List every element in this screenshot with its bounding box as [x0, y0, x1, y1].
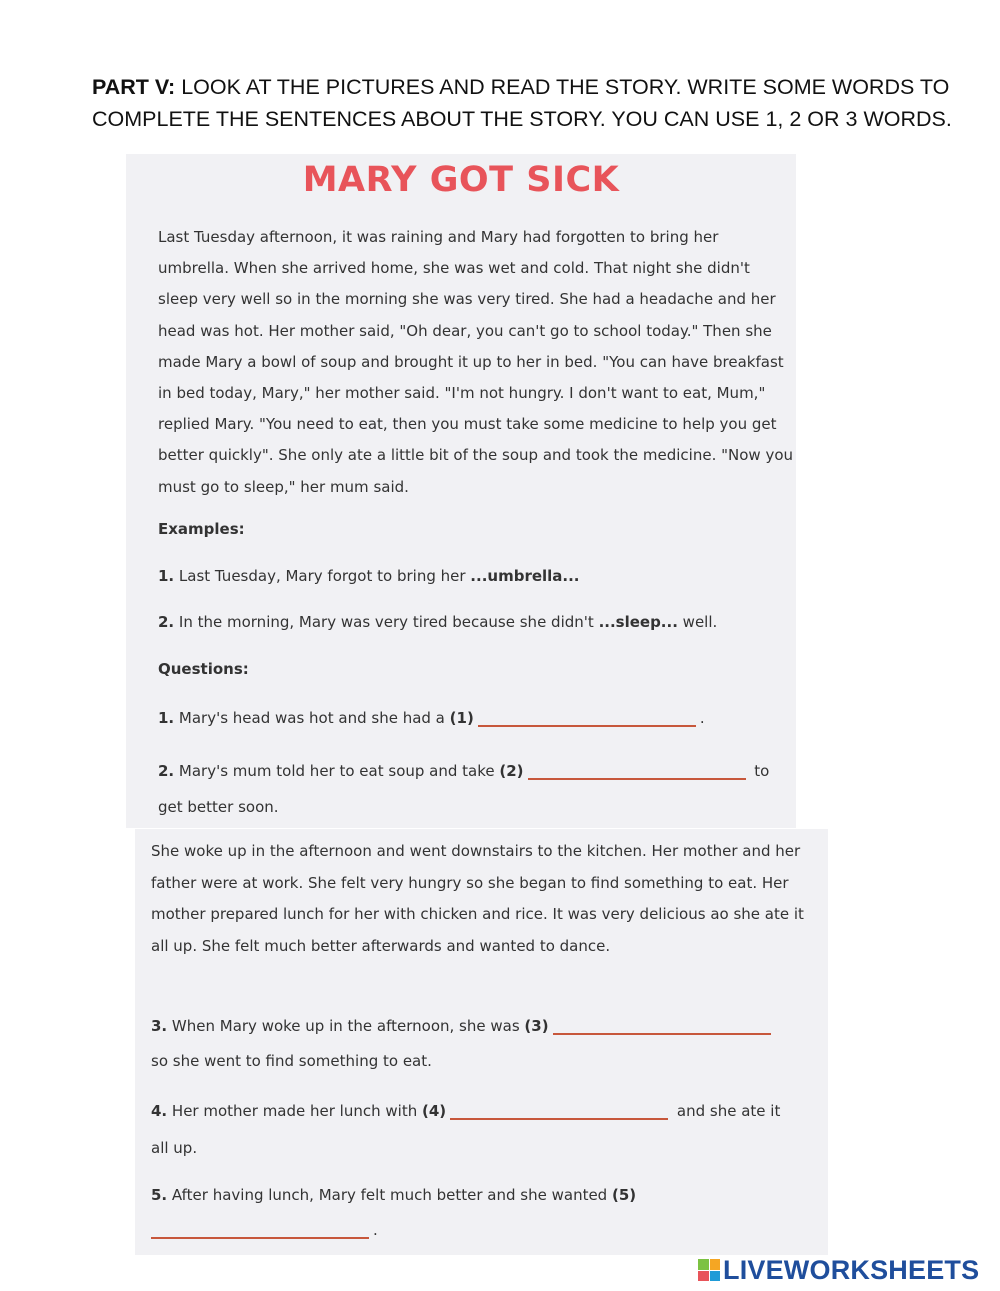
example-1 [158, 567, 580, 585]
answer-blank-5[interactable] [151, 1219, 369, 1239]
story-paragraph-1: Last Tuesday afternoon, it was raining and Mary had forgotten to bring her umbrella. When she arrived home, she was wet and cold. That night she didn't sleep very well so in the morning she was very tired. She had a headache and her head was hot. Her mother said, "Oh dear, you can't go to school today." Then she made Mary a bowl of soup and brought it up to her in bed. "You can have breakfast in bed today, Mary," her mother said. "I'm not hungry. I don't want to eat, Mum," replied Mary. "You need to eat, then you must take some medicine to help you get better quickly". She only ate a little bit of the soup and took the medicine. "Now you must go to sleep," her mum said. [158, 228, 794, 496]
question-5-text: After having lunch, Mary felt much better and she wanted [167, 1186, 612, 1204]
question-1-after: . [699, 709, 705, 727]
question-5 [151, 1186, 636, 1204]
example-1-answer: ...umbrella... [470, 567, 580, 585]
question-1-number: 1. [158, 709, 175, 727]
examples-heading: Examples: [158, 520, 245, 538]
story-panel-top [126, 154, 796, 828]
example-2-number: 2. [158, 613, 175, 631]
question-5-answer-line [151, 1219, 378, 1239]
example-1-number: 1. [158, 567, 175, 585]
answer-blank-2[interactable] [528, 760, 746, 780]
question-3 [151, 1015, 775, 1035]
question-2-number: 2. [158, 762, 175, 780]
question-2-text: Mary's mum told her to eat soup and take [174, 762, 500, 780]
liveworksheets-logo [698, 1255, 979, 1285]
answer-blank-3[interactable] [553, 1015, 771, 1035]
question-5-marker: (5) [611, 1186, 637, 1204]
question-4-after: and she ate it [672, 1102, 781, 1120]
example-2 [158, 613, 717, 631]
instructions-text: LOOK AT THE PICTURES AND READ THE STORY. WRITE SOME WORDS TO COMPLETE THE SENTENCES ABOUT THE STORY. YOU CAN USE 1, 2 OR 3 WORDS. [92, 75, 952, 131]
example-2-after: well. [677, 613, 718, 631]
question-3-text: When Mary woke up in the afternoon, she was [167, 1017, 525, 1035]
question-4-text: Her mother made her lunch with [167, 1102, 422, 1120]
question-5-after: . [373, 1221, 378, 1239]
story-paragraph-2: She woke up in the afternoon and went downstairs to the kitchen. Her mother and her father were at work. She felt very hungry so she began to find something to eat. Her mother prepared lunch for her with chicken and rice. It was very delicious ao she ate it all up. She felt much better afterwards and wanted to dance. [151, 842, 804, 955]
question-2-marker: (2) [499, 762, 524, 780]
question-2-continued: get better soon. [158, 798, 279, 816]
story-panel-bottom [135, 829, 828, 1255]
question-4 [151, 1100, 780, 1120]
example-2-text: In the morning, Mary was very tired because she didn't [174, 613, 599, 631]
question-2 [158, 760, 769, 780]
question-3-continued: so she went to find something to eat. [151, 1052, 432, 1070]
example-2-answer: ...sleep... [598, 613, 678, 631]
liveworksheets-logo-icon [698, 1259, 720, 1281]
questions-heading: Questions: [158, 660, 249, 678]
question-5-number: 5. [151, 1186, 168, 1204]
question-3-marker: (3) [524, 1017, 549, 1035]
answer-blank-1[interactable] [478, 707, 696, 727]
liveworksheets-logo-text: LIVEWORKSHEETS [723, 1254, 980, 1285]
question-1 [158, 707, 705, 727]
question-4-continued: all up. [151, 1139, 198, 1157]
instructions [92, 71, 972, 135]
instructions-label: PART V: [92, 75, 176, 99]
question-1-text: Mary's head was hot and she had a [174, 709, 450, 727]
question-3-number: 3. [151, 1017, 168, 1035]
question-1-marker: (1) [449, 709, 474, 727]
example-1-text: Last Tuesday, Mary forgot to bring her [174, 567, 471, 585]
answer-blank-4[interactable] [450, 1100, 668, 1120]
question-2-after: to [749, 762, 770, 780]
story-title: MARY GOT SICK [302, 160, 620, 200]
question-4-number: 4. [151, 1102, 168, 1120]
question-4-marker: (4) [421, 1102, 447, 1120]
